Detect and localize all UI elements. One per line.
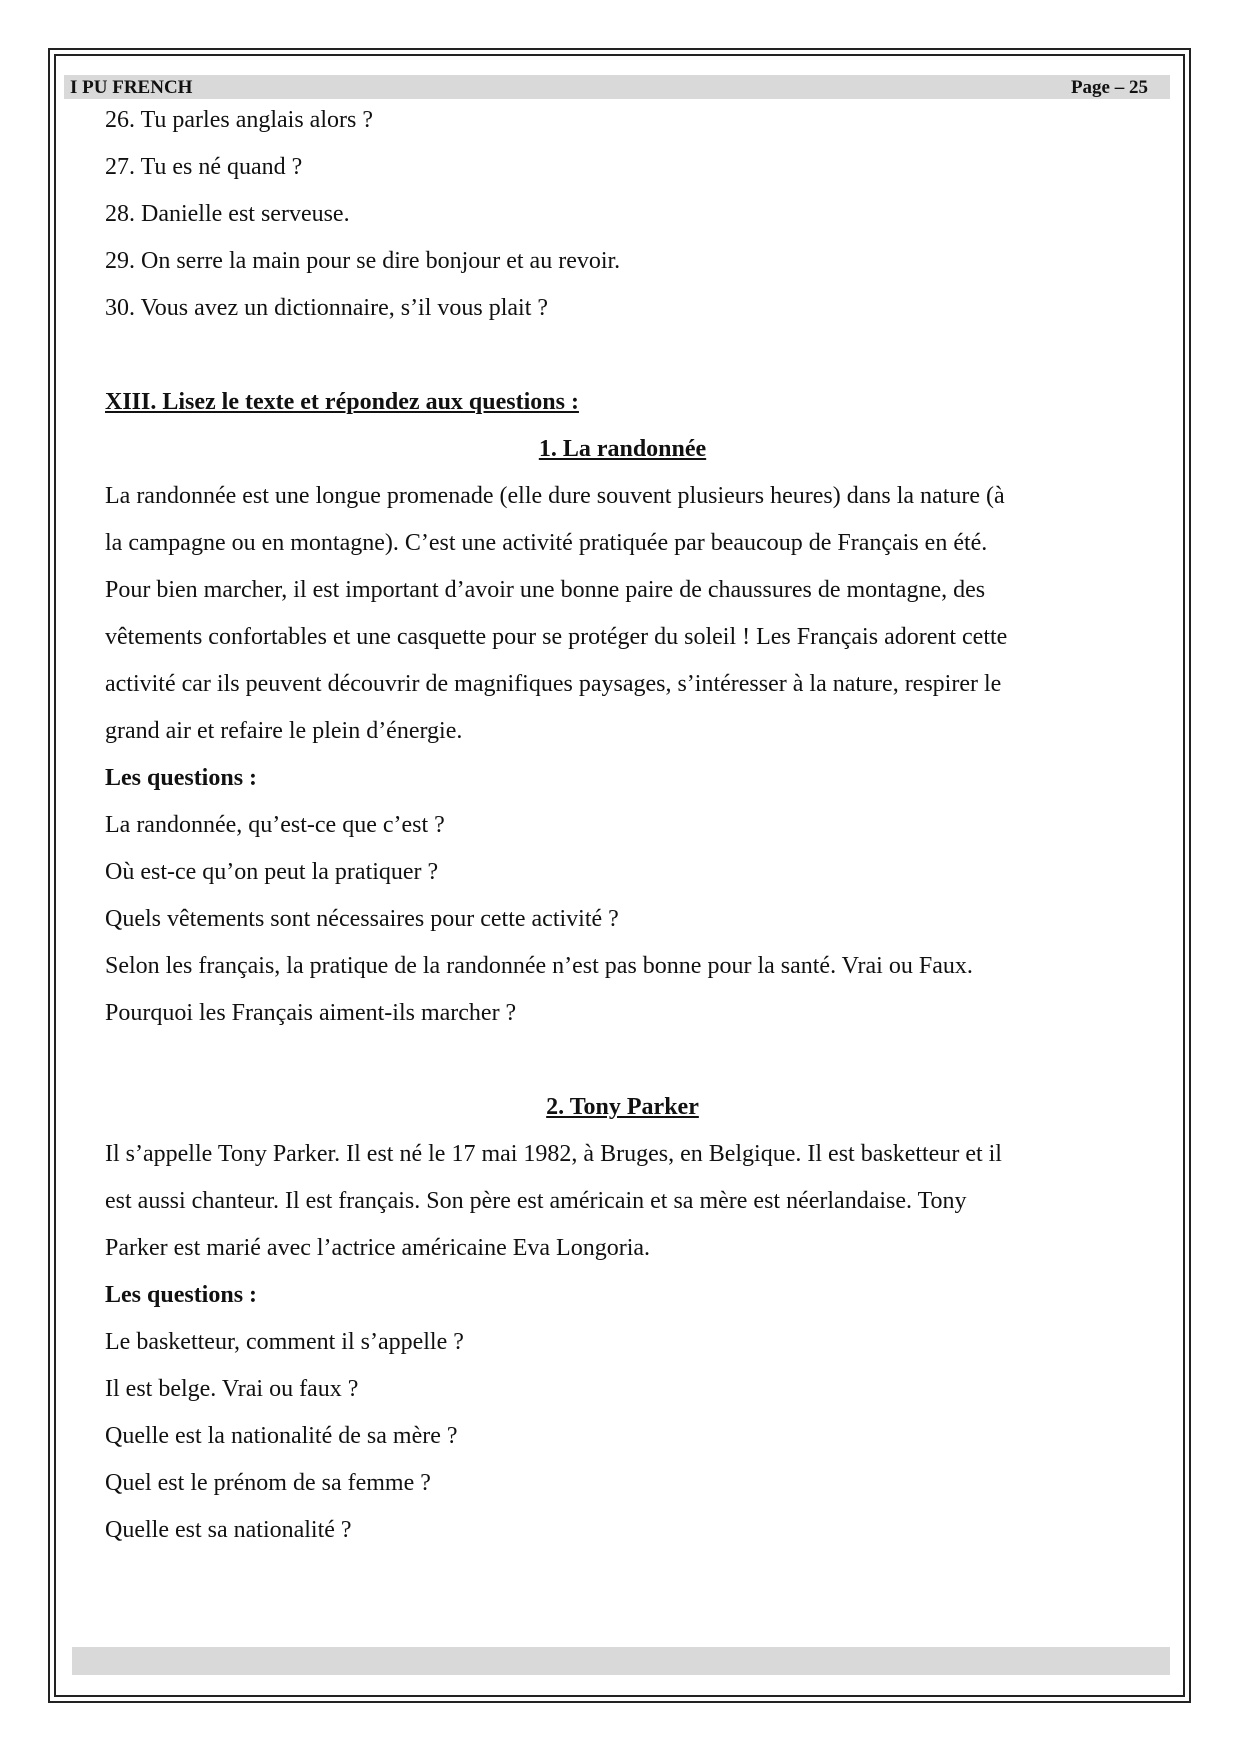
spacer: [105, 332, 1140, 379]
question-item: Selon les français, la pratique de la randonnée n’est pas bonne pour la santé. Vrai ou Faux.: [105, 953, 973, 979]
page-header: [64, 75, 1170, 99]
text-randonnee: [105, 426, 1140, 1037]
header-course-title: I PU FRENCH: [70, 77, 193, 98]
paragraph-line: vêtements confortables et une casquette pour se protéger du soleil ! Les Français adorent cette: [105, 624, 1008, 650]
question-item: Quelle est la nationalité de sa mère ?: [105, 1423, 458, 1449]
question-item: Pourquoi les Français aiment-ils marcher ?: [105, 1000, 517, 1026]
list-item: 30. Vous avez un dictionnaire, s’il vous plait ?: [105, 295, 549, 321]
paragraph-line: Pour bien marcher, il est important d’avoir une bonne paire de chaussures de montagne, des: [105, 577, 986, 603]
list-item: 29. On serre la main pour se dire bonjour et au revoir.: [105, 248, 621, 274]
numbered-list: [105, 97, 1140, 332]
question-item: Quel est le prénom de sa femme ?: [105, 1470, 431, 1496]
paragraph-line: Parker est marié avec l’actrice américaine Eva Longoria.: [105, 1235, 651, 1261]
list-item: 26. Tu parles anglais alors ?: [105, 107, 373, 133]
question-item: Quelle est sa nationalité ?: [105, 1517, 352, 1543]
page-footer: [72, 1647, 1170, 1675]
question-item: Il est belge. Vrai ou faux ?: [105, 1376, 359, 1402]
paragraph-line: grand air et refaire le plein d’énergie.: [105, 718, 463, 744]
paragraph-line: est aussi chanteur. Il est français. Son père est américain et sa mère est néerlandaise. Tony: [105, 1188, 967, 1214]
paragraph-line: Il s’appelle Tony Parker. Il est né le 17 mai 1982, à Bruges, en Belgique. Il est basketteur et il: [105, 1141, 1002, 1167]
text-title: 1. La randonnée: [538, 436, 707, 462]
text-tony-parker: [105, 1084, 1140, 1554]
list-item: 27. Tu es né quand ?: [105, 154, 303, 180]
spacer: [105, 1037, 1140, 1084]
paragraph-line: la campagne ou en montagne). C’est une activité pratiquée par beaucoup de Français en été.: [105, 530, 988, 556]
header-page-number: Page – 25: [1070, 77, 1148, 98]
questions-label: Les questions :: [105, 765, 258, 791]
page-content: [105, 97, 1140, 1554]
question-item: Quels vêtements sont nécessaires pour cette activité ?: [105, 906, 619, 932]
paragraph-line: La randonnée est une longue promenade (elle dure souvent plusieurs heures) dans la nature (à: [105, 483, 1005, 509]
paragraph-line: activité car ils peuvent découvrir de magnifiques paysages, s’intéresser à la nature, respirer le: [105, 671, 1002, 697]
question-item: Le basketteur, comment il s’appelle ?: [105, 1329, 464, 1355]
question-item: Où est-ce qu’on peut la pratiquer ?: [105, 859, 439, 885]
question-item: La randonnée, qu’est-ce que c’est ?: [105, 812, 445, 838]
section-heading: XIII. Lisez le texte et répondez aux questions :: [105, 389, 579, 415]
questions-label: Les questions :: [105, 1282, 258, 1308]
list-item: 28. Danielle est serveuse.: [105, 201, 350, 227]
text-title: 2. Tony Parker: [546, 1094, 699, 1120]
